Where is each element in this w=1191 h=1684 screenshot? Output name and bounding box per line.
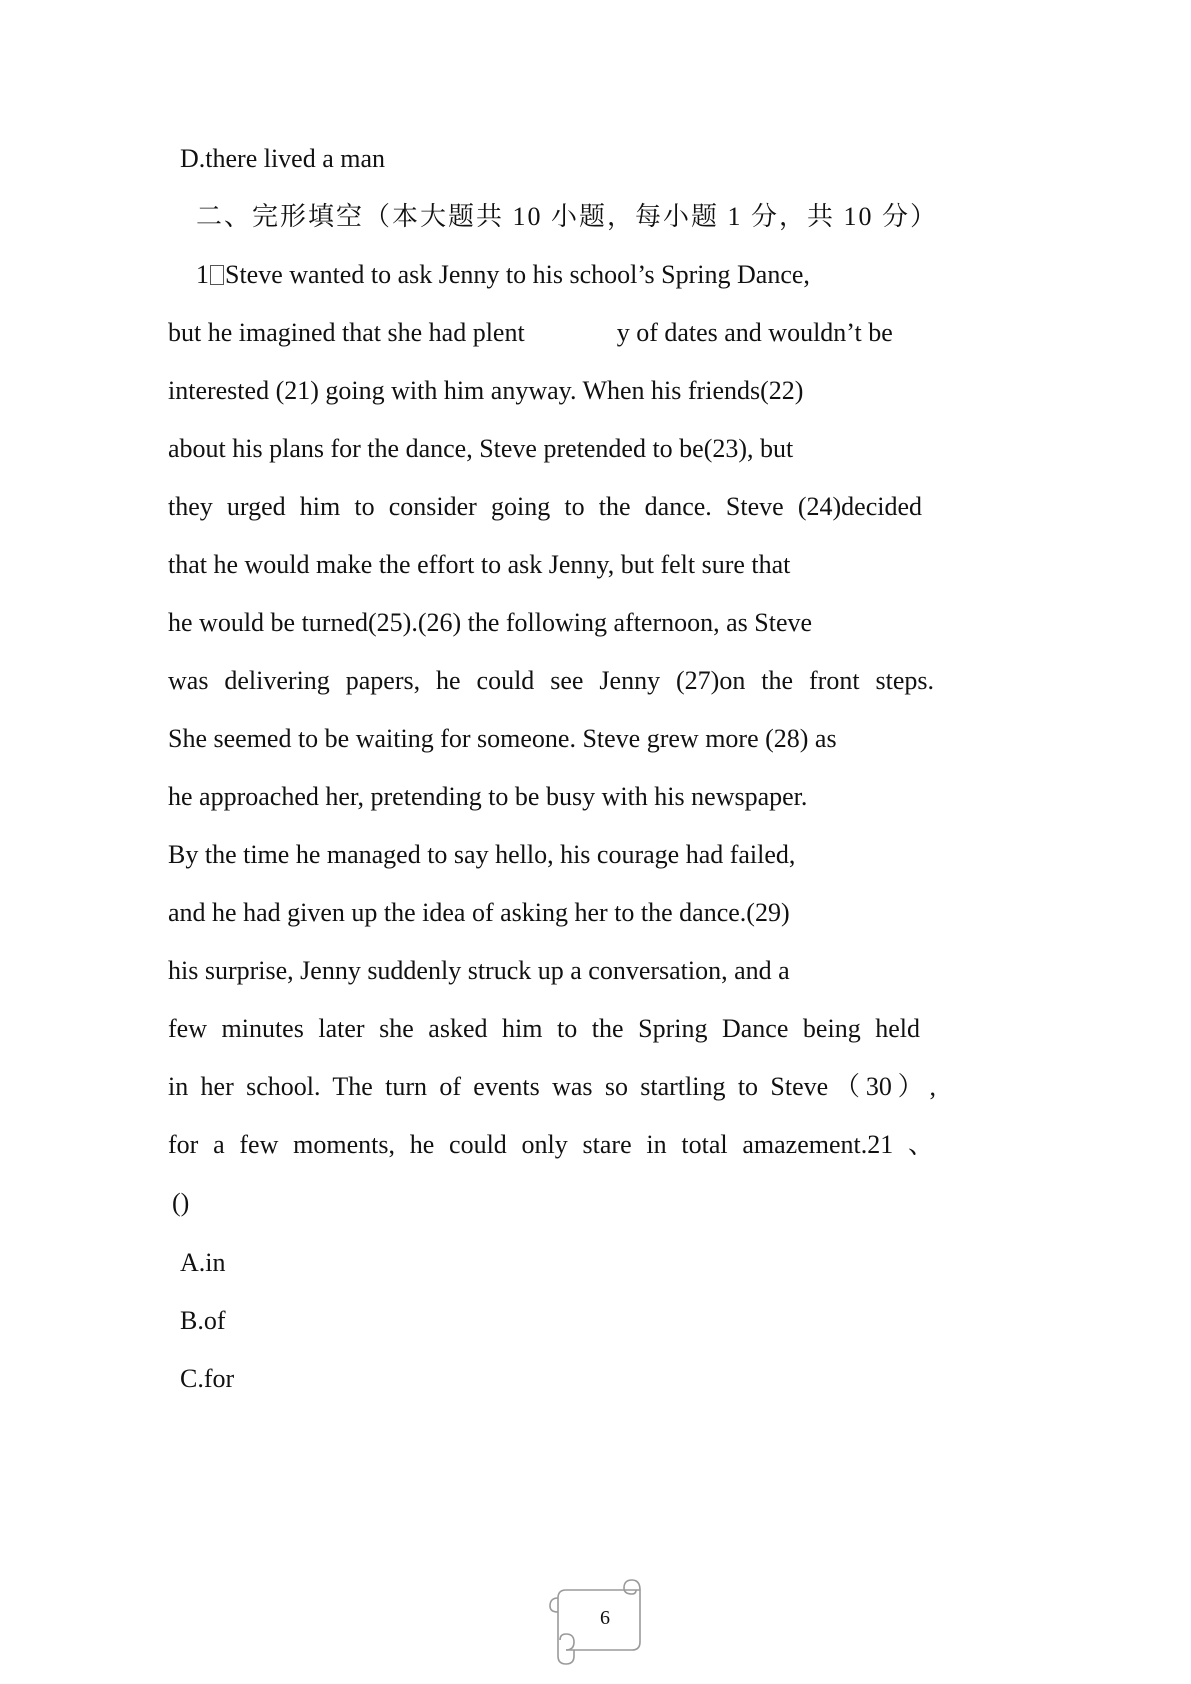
passage-line-16: for a few moments, he could only stare in total amazement.21 、 <box>168 1130 934 1159</box>
passage-line-13: his surprise, Jenny suddenly struck up a conversation, and a <box>168 956 790 985</box>
passage-line-1 <box>196 258 1024 292</box>
option-c: C.for <box>180 1364 235 1393</box>
section-heading: 二、完形填空（本大题共 10 小题，每小题 1 分，共 10 分） <box>196 202 939 231</box>
passage-line-10: he approached her, pretending to be busy with his newspaper. <box>168 782 808 811</box>
passage-line-5: they urged him to consider going to the dance. Steve (24)decided <box>168 492 922 521</box>
passage-line-2 <box>168 316 996 350</box>
passage-line-12: and he had given up the idea of asking her to the dance.(29) <box>168 898 790 927</box>
passage-line-14: few minutes later she asked him to the Spring Dance being held <box>168 1014 920 1043</box>
passage-line-11: By the time he managed to say hello, his courage had failed, <box>168 840 796 869</box>
answer-blank: () <box>172 1188 190 1217</box>
passage-line-1-text: Steve wanted to ask Jenny to his school’s Spring Dance, <box>225 260 810 289</box>
passage-line-3: interested (21) going with him anyway. When his friends(22) <box>168 376 804 405</box>
passage-line-2-part-a: but he imagined that she had plent <box>168 318 525 347</box>
question-number: 1 <box>196 260 209 289</box>
previous-option-d: D.there lived a man <box>180 144 386 173</box>
option-b: B.of <box>180 1306 226 1335</box>
passage-line-15: in her school. The turn of events was so startling to Steve（30）, <box>168 1072 937 1101</box>
page-number: 6 <box>600 1607 610 1629</box>
passage-line-4: about his plans for the dance, Steve pretended to be(23), but <box>168 434 794 463</box>
passage-line-8: was delivering papers, he could see Jenny (27)on the front steps. <box>168 666 934 695</box>
passage-line-2-part-b: y of dates and wouldn’t be <box>616 318 893 347</box>
missing-glyph-box <box>210 265 224 285</box>
passage-line-6: that he would make the effort to ask Jenny, but felt sure that <box>168 550 791 579</box>
passage-line-9: She seemed to be waiting for someone. Steve grew more (28) as <box>168 724 837 753</box>
option-a: A.in <box>180 1248 226 1277</box>
passage-line-7: he would be turned(25).(26) the following afternoon, as Steve <box>168 608 813 637</box>
